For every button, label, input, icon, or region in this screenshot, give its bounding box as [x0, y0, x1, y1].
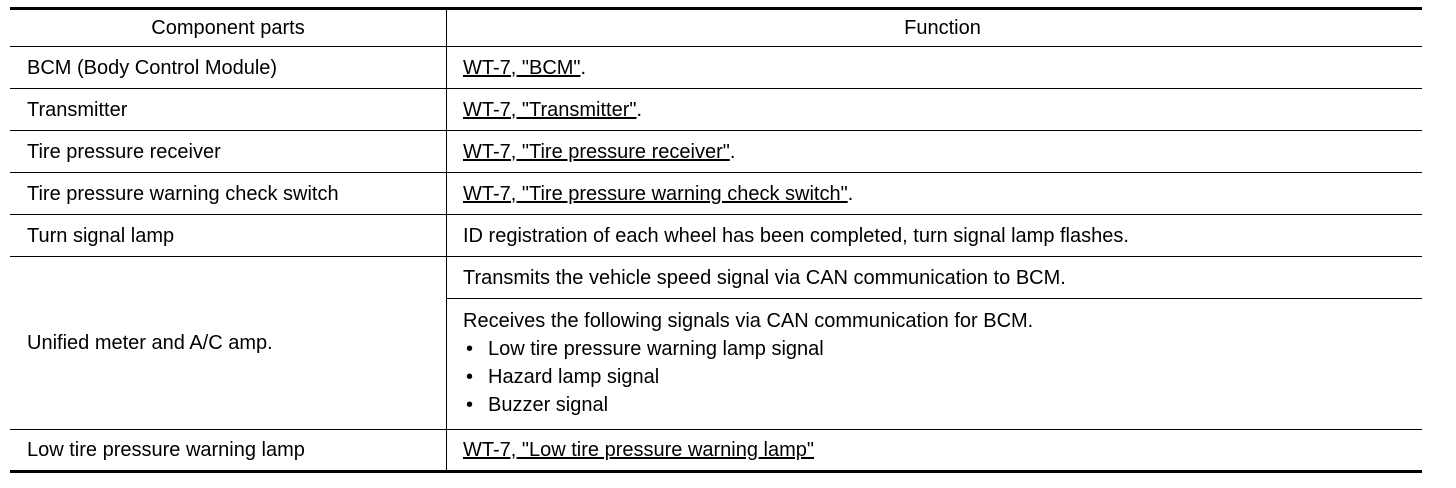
header-function: Function: [447, 9, 1423, 47]
part-name: Turn signal lamp: [10, 215, 447, 257]
table-row: [10, 47, 1422, 89]
function-cell: [447, 89, 1423, 131]
bullet-icon: •: [466, 366, 474, 388]
table-row: [10, 131, 1422, 173]
function-text: Transmits the vehicle speed signal via CAN communication to BCM.: [447, 257, 1423, 299]
table-row: [10, 89, 1422, 131]
function-cell: [447, 430, 1423, 472]
reference-link[interactable]: WT-7, "Transmitter": [463, 98, 637, 121]
table-header-row: [10, 9, 1422, 47]
reference-link[interactable]: WT-7, "Tire pressure warning check switch": [463, 182, 848, 205]
list-item: • Hazard lamp signal: [463, 363, 1422, 391]
list-item: • Low tire pressure warning lamp signal: [463, 335, 1422, 363]
part-name: Low tire pressure warning lamp: [10, 430, 447, 472]
bullet-icon: •: [466, 394, 474, 416]
function-text: Receives the following signals via CAN communication for BCM.: [463, 310, 1034, 332]
reference-link[interactable]: WT-7, "Low tire pressure warning lamp": [463, 439, 814, 461]
part-name: Transmitter: [10, 89, 447, 131]
link-suffix: .: [729, 140, 736, 163]
part-name: Tire pressure receiver: [10, 131, 447, 173]
component-function-table: [10, 7, 1422, 473]
function-cell: [447, 131, 1423, 173]
list-item: • Buzzer signal: [463, 391, 1422, 419]
link-suffix: .: [636, 98, 643, 121]
function-cell: [447, 173, 1423, 215]
link-suffix: .: [847, 182, 854, 205]
header-component-parts: Component parts: [10, 9, 447, 47]
table-row: [10, 257, 1422, 299]
table-row: [10, 173, 1422, 215]
function-cell: [447, 47, 1423, 89]
reference-link[interactable]: WT-7, "BCM": [463, 56, 581, 79]
function-text: ID registration of each wheel has been completed, turn signal lamp flashes.: [447, 215, 1423, 257]
part-name: BCM (Body Control Module): [10, 47, 447, 89]
reference-link[interactable]: WT-7, "Tire pressure receiver": [463, 140, 730, 163]
part-name: Tire pressure warning check switch: [10, 173, 447, 215]
bullet-icon: •: [466, 338, 474, 360]
signal-list: [463, 335, 1422, 419]
link-suffix: .: [580, 56, 587, 79]
table-row: [10, 430, 1422, 472]
part-name: Unified meter and A/C amp.: [10, 257, 447, 430]
function-cell: [447, 299, 1423, 430]
table-row: [10, 215, 1422, 257]
